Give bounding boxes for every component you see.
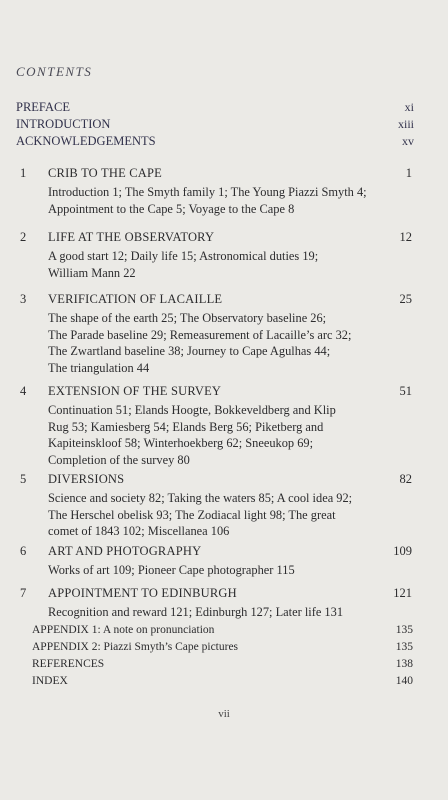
chapter-7 xyxy=(20,586,412,621)
section-line: Science and society 82; Taking the waters 85; A cool idea 92; xyxy=(48,491,353,505)
chapter-sections xyxy=(48,310,412,376)
section-line: A good start 12; Daily life 15; Astronomical duties 19; xyxy=(48,249,319,263)
entry-page: xv xyxy=(402,134,414,148)
entry-label: APPENDIX 1: A note on pronunciation xyxy=(32,624,215,636)
chapter-number: 7 xyxy=(20,586,27,600)
entry-label: REFERENCES xyxy=(32,658,105,670)
section-line: Kapiteinskloof 58; Winterhoekberg 62; Sneeukop 69; xyxy=(48,436,314,450)
entry-page: 135 xyxy=(395,641,413,653)
section-line: The shape of the earth 25; The Observatory baseline 26; xyxy=(48,311,327,325)
back-matter-list xyxy=(32,624,413,692)
entry-label: ACKNOWLEDGEMENTS xyxy=(16,134,156,148)
index-entry xyxy=(32,675,413,692)
chapter-2 xyxy=(20,230,412,281)
chapter-title: EXTENSION OF THE SURVEY xyxy=(48,384,222,398)
chapter-title: LIFE AT THE OBSERVATORY xyxy=(48,230,215,244)
entry-label: APPENDIX 2: Piazzi Smyth’s Cape pictures xyxy=(32,641,239,653)
chapter-4 xyxy=(20,384,412,468)
chapter-sections xyxy=(48,248,412,281)
front-entry-acknowledgements xyxy=(16,134,414,151)
references-entry xyxy=(32,658,413,675)
entry-page: 138 xyxy=(395,658,413,670)
entry-page: 140 xyxy=(395,675,413,687)
chapter-number: 4 xyxy=(20,384,27,398)
section-line: Recognition and reward 121; Edinburgh 127; Later life 131 xyxy=(48,605,344,619)
front-entry-preface xyxy=(16,100,414,117)
chapter-sections xyxy=(48,184,412,217)
chapter-number: 1 xyxy=(20,166,27,180)
chapter-title: VERIFICATION OF LACAILLE xyxy=(48,292,223,306)
section-line: Works of art 109; Pioneer Cape photographer 115 xyxy=(48,563,295,577)
section-line: Rug 53; Kamiesberg 54; Elands Berg 56; Piketberg and xyxy=(48,419,324,434)
chapter-title: CRIB TO THE CAPE xyxy=(48,166,162,180)
entry-page: xiii xyxy=(397,117,414,131)
section-line: Completion of the survey 80 xyxy=(48,452,190,467)
chapter-page: 109 xyxy=(393,544,412,558)
chapter-1 xyxy=(20,166,412,217)
section-line: The Herschel obelisk 93; The Zodiacal light 98; The great xyxy=(48,507,336,522)
chapter-5 xyxy=(20,472,412,540)
section-line: The Zwartland baseline 38; Journey to Cape Agulhas 44; xyxy=(48,344,331,358)
chapter-page: 51 xyxy=(399,384,412,398)
chapter-sections xyxy=(48,490,412,540)
chapter-sections xyxy=(48,402,412,468)
chapter-sections xyxy=(48,562,412,579)
chapter-page: 82 xyxy=(399,472,412,486)
section-line: The triangulation 44 xyxy=(48,360,150,375)
front-matter-list xyxy=(16,100,414,151)
section-line: William Mann 22 xyxy=(48,265,136,280)
page-title: CONTENTS xyxy=(16,64,93,79)
entry-page: xi xyxy=(404,100,414,114)
chapter-number: 6 xyxy=(20,544,27,558)
chapter-page: 1 xyxy=(405,166,412,180)
chapter-page: 12 xyxy=(399,230,412,244)
entry-label: PREFACE xyxy=(16,100,70,114)
chapter-number: 3 xyxy=(20,292,27,306)
chapter-page: 25 xyxy=(399,292,412,306)
entry-page: 135 xyxy=(395,624,413,636)
section-line: Appointment to the Cape 5; Voyage to the Cape 8 xyxy=(48,201,295,216)
chapter-page: 121 xyxy=(393,586,412,600)
chapter-number: 2 xyxy=(20,230,27,244)
entry-label: INDEX xyxy=(32,675,68,687)
page-number: vii xyxy=(218,708,230,720)
section-line: Continuation 51; Elands Hoogte, Bokkeveldberg and Klip xyxy=(48,403,336,417)
front-entry-introduction xyxy=(16,117,414,134)
section-line: comet of 1843 102; Miscellanea 106 xyxy=(48,524,230,538)
chapter-title: APPOINTMENT TO EDINBURGH xyxy=(48,586,237,600)
chapter-title: DIVERSIONS xyxy=(48,472,125,486)
chapter-3 xyxy=(20,292,412,376)
entry-label: INTRODUCTION xyxy=(16,117,111,131)
chapter-title: ART AND PHOTOGRAPHY xyxy=(48,544,202,558)
chapter-6 xyxy=(20,544,412,579)
section-line: The Parade baseline 29; Remeasurement of Lacaille’s arc 32; xyxy=(48,327,352,342)
chapter-sections xyxy=(48,604,412,621)
appendix-2-entry xyxy=(32,641,413,658)
section-line: Introduction 1; The Smyth family 1; The Young Piazzi Smyth 4; xyxy=(48,185,367,199)
appendix-1-entry xyxy=(32,624,413,641)
chapter-number: 5 xyxy=(20,472,27,486)
